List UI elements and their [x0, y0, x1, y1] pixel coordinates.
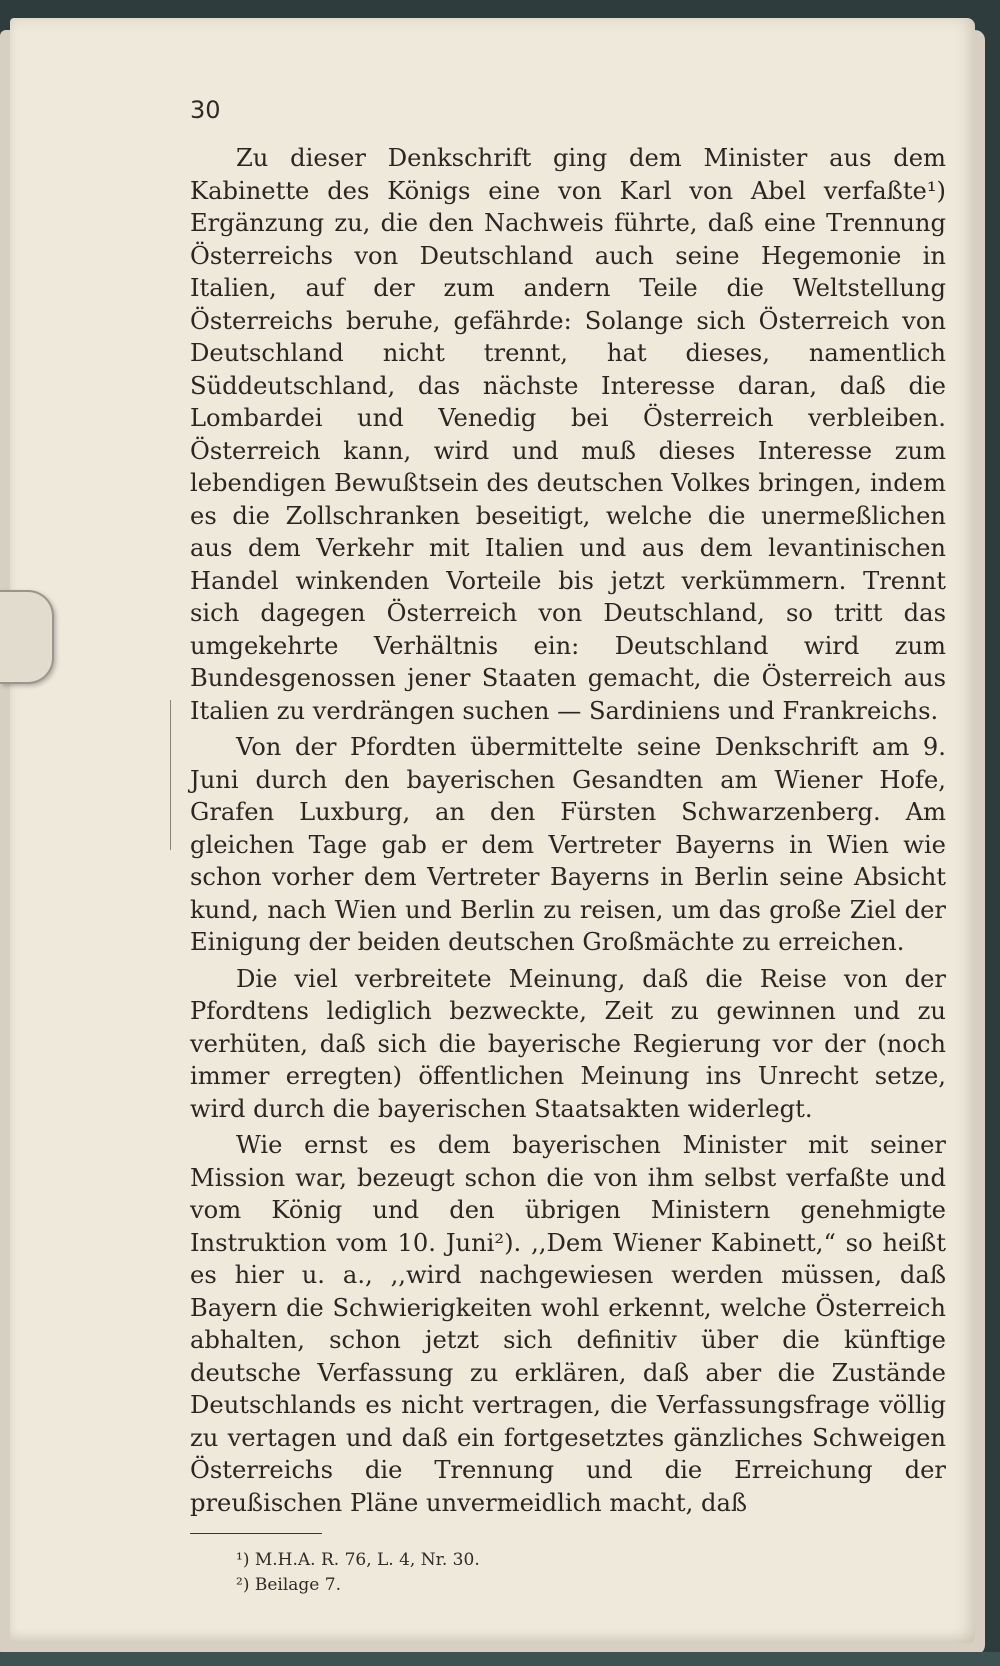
paragraph-3: Die viel verbreitete Meinung, daß die Reise von der Pfordtens lediglich bezweckte, Zeit zu gewinnen und zu verhüten, daß sich die bayerische Regierung vor der (noch immer erregten) öffentlichen Meinung ins Unrecht setze, wird durch die bayerischen Staatsakten widerlegt. — [190, 964, 946, 1123]
footnote-2: ²) Beilage 7. — [236, 1575, 341, 1595]
page-content — [190, 96, 946, 1598]
margin-pencil-mark — [170, 700, 171, 850]
footnote-1: ¹) M.H.A. R. 76, L. 4, Nr. 30. — [236, 1550, 480, 1570]
footnote-divider — [190, 1533, 322, 1534]
paragraph-4: Wie ernst es dem bayerischen Minister mit seiner Mission war, bezeugt schon die von ihm selbst verfaßte und vom König und den übrigen Ministern genehmigte Instruktion vom 10. Juni²). ,,Dem Wiener Kabinett,“ so heißt es hier u. a., ,,wird nachgewiesen werden müssen, daß Bayern die Schwierigkeiten wohl erkennt, welche Österreich abhalten, schon jetzt sich definitiv über die künftige deutsche Verfassung zu erklären, daß aber die Zustände Deutschlands es nicht vertragen, die Verfassungsfrage völlig zu vertagen und daß ein fortgesetztes gänzliches Schweigen Österreichs die Trennung und die Erreichung der preußischen Pläne unvermeidlich macht, daß — [190, 1131, 946, 1517]
paragraph-1: Zu dieser Denkschrift ging dem Minister aus dem Kabinette des Königs eine von Karl von Abel verfaßte¹) Ergänzung zu, die den Nachweis führte, daß eine Trennung Österreichs von Deutschland auch seine Hegemonie in Italien, auf der zum andern Teile die Weltstellung Österreichs beruhe, gefährde: Solange sich Österreich von Deutschland nicht trennt, hat dieses, namentlich Süddeutschland, das nächste Interesse daran, daß die Lombardei und Venedig bei Österreich verbleiben. Österreich kann, wird und muß dieses Interesse zum lebendigen Bewußtsein des deutschen Volkes bringen, indem es die Zollschranken beseitigt, welche die unermeßlichen aus dem Verkehr mit Italien und aus dem levantinischen Handel winkenden Vorteile bis jetzt verkümmern. Trennt sich dagegen Österreich von Deutschland, so tritt das umgekehrte Verhältnis ein: Deutschland wird zum Bundesgenossen jener Staaten gemacht, die Österreich aus Italien zu verdrängen suchen — Sardiniens und Frankreichs. — [190, 144, 946, 725]
page-number: 30 — [190, 96, 221, 124]
paragraph-2: Von der Pfordten übermittelte seine Denkschrift am 9. Juni durch den bayerischen Gesandten am Wiener Hofe, Grafen Luxburg, an den Fürsten Schwarzenberg. Am gleichen Tage gab er dem Vertreter Bayerns in Wien wie schon vorher dem Vertreter Bayerns in Berlin seine Absicht kund, nach Wien und Berlin zu reisen, um das große Ziel der Einigung der beiden deutschen Großmächte zu erreichen. — [190, 733, 946, 956]
scan-background-strip — [0, 1652, 1000, 1666]
binder-clip — [0, 590, 54, 684]
